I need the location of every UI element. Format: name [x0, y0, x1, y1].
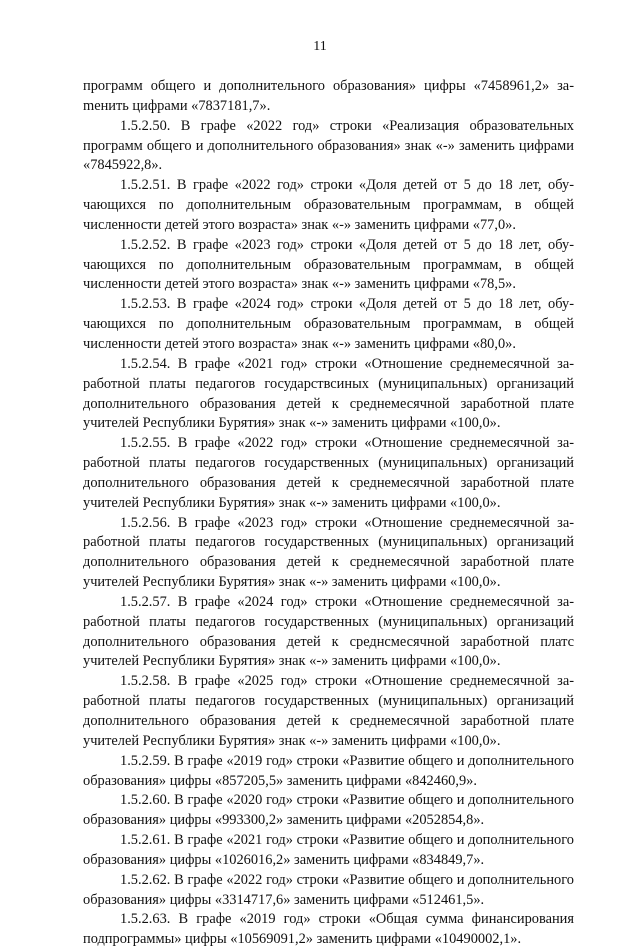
paragraph-1-5-2-59: 1.5.2.59. В графе «2019 год» строки «Развитие общего и дополнительного образования» цифры «857205,5» заменить цифрами «842460,9». [83, 752, 574, 789]
paragraph-1-5-2-56: 1.5.2.56. В графе «2023 год» строки «Отношение среднемесячной заработной платы педагогов государственных (муниципальных) организаций дополнительного образования детей к среднемесячной заработной плате учителей Республики Бурятия» знак «-» заменить цифрами «100,0». [83, 514, 574, 591]
paragraph-1-5-2-57: 1.5.2.57. В графе «2024 год» строки «Отношение среднемесячной заработной платы педагогов государственных (муниципальных) организаций дополнительного образования детей к среднсмесячной заработной платс учителей Республики Бурятия» знак «-» заменить цифрами «100,0». [83, 593, 574, 670]
paragraph-continuation: программ общего и дополнительного образования» цифры «7458961,2» заmенить цифрами «7837181,7». [83, 78, 574, 114]
paragraph-1-5-2-52: 1.5.2.52. В графе «2023 год» строки «Доля детей от 5 до 18 лет, обучающихся по дополнительным образовательным программам, в общей численности детей этого возраста» знак «-» заменить цифрами «78,5». [83, 236, 574, 293]
paragraph-1-5-2-50: 1.5.2.50. В графе «2022 год» строки «Реализация образовательных программ общего и дополнительного образования» знак «-» заменить цифрами «7845922,8». [83, 117, 574, 174]
paragraph-1-5-2-51: 1.5.2.51. В графе «2022 год» строки «Доля детей от 5 до 18 лет, обучающихся по дополнительным образовательным программам, в общей численности детей этого возраста» знак «-» заменить цифрами «77,0». [83, 177, 574, 233]
document-body [83, 77, 574, 950]
page-number: 11 [313, 39, 327, 54]
paragraph-1-5-2-58: 1.5.2.58. В графе «2025 год» строки «Отношение среднемесячной заработной платы педагогов государственных (муниципальных) организаций дополнительного образования детей к среднемесячной заработной плате учителей Республики Бурятия» знак «-» заменить цифрами «100,0». [83, 673, 574, 749]
paragraph-1-5-2-55: 1.5.2.55. В графе «2022 год» строки «Отношение среднемесячной заработной платы педагогов государственных (муниципальных) организаций дополнительного образования детей к среднемесячной заработной плате учителей Республики Бурятия» знак «-» заменить цифрами «100,0». [83, 435, 574, 511]
paragraph-1-5-2-63: 1.5.2.63. В графе «2019 год» строки «Общая сумма финансирования подпрограммы» цифры «10569091,2» заменить цифрами «10490002,1». [83, 911, 574, 948]
paragraph-1-5-2-60: 1.5.2.60. В графе «2020 год» строки «Развитие общего и дополнительного образования» цифры «993300,2» заменить цифрами «2052854,8». [83, 792, 574, 829]
paragraph-1-5-2-61: 1.5.2.61. В графе «2021 год» строки «Развитие общего и дополнительного образования» цифры «1026016,2» заменить цифрами «834849,7». [83, 832, 574, 868]
paragraph-1-5-2-54: 1.5.2.54. В графе «2021 год» строки «Отношение среднемесячной заработной платы педагогов государствсиных (муниципальных) организаций дополнительного образования детей к среднемесячной заработной плате учителей Республики Бурятия» знак «-» заменить цифрами «100,0». [83, 355, 574, 432]
paragraph-1-5-2-53: 1.5.2.53. В графе «2024 год» строки «Доля детей от 5 до 18 лет, обучающихся по дополнительным образовательным программам, в общей численности детей этого возраста» знак «-» заменить цифрами «80,0». [83, 296, 574, 352]
paragraph-1-5-2-62: 1.5.2.62. В графе «2022 год» строки «Развитие общего и дополнительного образования» цифры «3314717,6» заменить цифрами «512461,5». [83, 871, 574, 908]
